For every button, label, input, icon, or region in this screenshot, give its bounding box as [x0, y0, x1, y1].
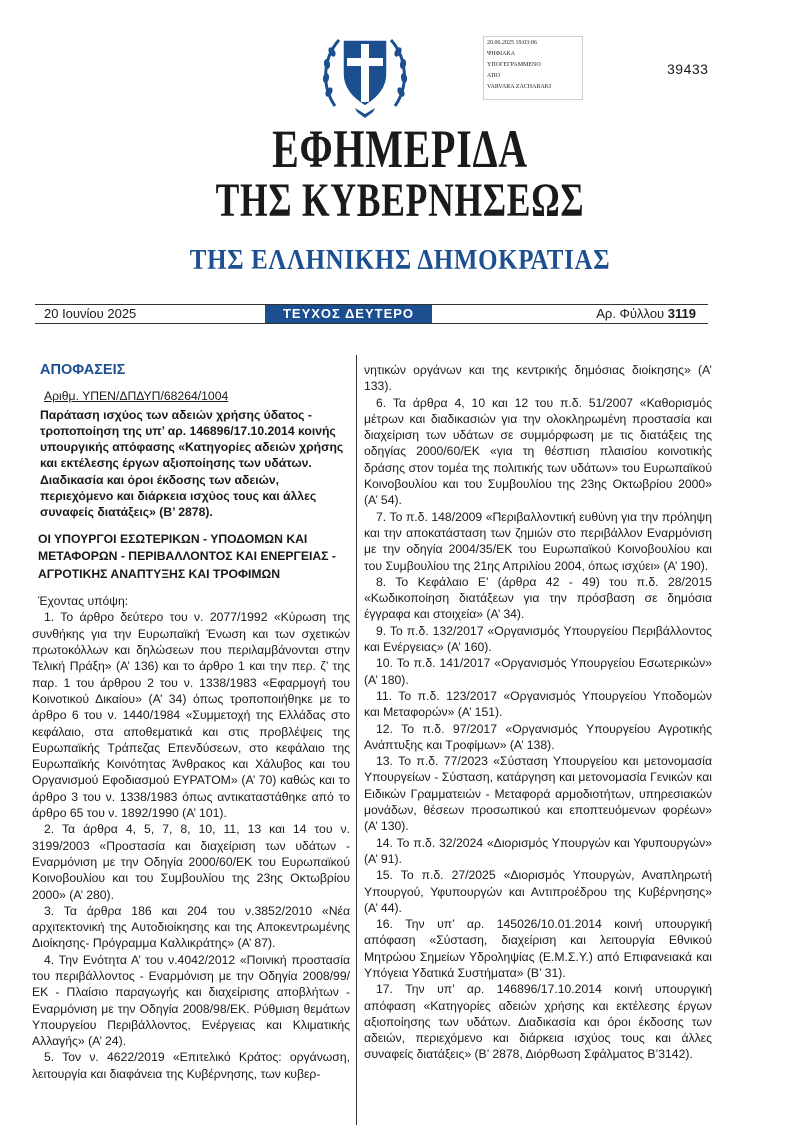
paragraph: 6. Τα άρθρα 4, 10 και 12 του π.δ. 51/2007 «Καθορισμός μέτρων και διαδικασιών για την ολοκληρωμένη προστασία και διαχείριση των υδάτων σε συμμόρφωση με τις διατάξεις της οδηγίας 2000/60/ΕΚ «για τη θέσπιση πλαισίου κοινοτικής δράσης στον τομέα της πολιτικής των υδάτων» του Ευρωπαϊκού Κοινοβουλίου και του Συμβουλίου της 23ης Οκτωβρίου 2000» (Α’ 54). [364, 395, 712, 508]
paragraph: 3. Τα άρθρα 186 και 204 του ν.3852/2010 «Νέα αρχιτεκτονική της Αυτοδιοίκησης και της Αποκεντρωμένης Διοίκησης- Πρόγραμμα Καλλικράτης» (Α’ 87). [32, 903, 350, 951]
ministers-heading: ΟΙ ΥΠΟΥΡΓΟΙ ΕΣΩΤΕΡΙΚΩΝ - ΥΠΟΔΟΜΩΝ ΚΑΙ ΜΕΤΑΦΟΡΩΝ - ΠΕΡΙΒΑΛΛΟΝΤΟΣ ΚΑΙ ΕΝΕΡΓΕΙΑΣ - ΑΓΡΟΤΙΚΗΣ ΑΝΑΠΤΥΞΗΣ ΚΑΙ ΤΡΟΦΙΜΩΝ [38, 531, 336, 581]
issue-date: 20 Ιουνίου 2025 [44, 306, 137, 321]
signature-line: ΥΠΟΓΕΓΡΑΜΜΕΝΟ [487, 62, 541, 68]
gazette-subtitle: ΤΗΣ ΕΛΛΗΝΙΚΗΣ ΔΗΜΟΚΡΑΤΙΑΣ [189, 244, 611, 276]
sheet-number-value: 3119 [667, 306, 696, 321]
signature-line: ΑΠΟ [487, 73, 500, 79]
paragraph: 15. Το π.δ. 27/2025 «Διορισμός Υπουργών, Αναπληρωτή Υπουργού, Υφυπουργών και Αντιπροέδρου της Κυβέρνησης» (Α’ 44). [364, 868, 712, 915]
right-column [364, 362, 712, 1063]
greek-coat-of-arms-icon [317, 22, 413, 120]
paragraph: 2. Τα άρθρα 4, 5, 7, 8, 10, 11, 13 και 14 του ν. 3199/2003 «Προστασία και διαχείριση των υδάτων - Εναρμόνιση με την Οδηγία 2000/60/ΕΚ του Ευρωπαϊκού Κοινοβουλίου και του Συμβουλίου της 23ης Οκτωβρίου 2000» (Α’ 280). [32, 822, 350, 902]
signature-date: 20.06.2025 19:03:06 [487, 40, 537, 46]
paragraph: 9. Το π.δ. 132/2017 «Οργανισμός Υπουργείου Περιβάλλοντος και Ενέργειας» (Α’ 160). [364, 623, 712, 655]
paragraph: 5. Τον ν. 4622/2019 «Επιτελικό Κράτος: οργάνωση, λειτουργία και διαφάνεια της Κυβέρνησης, των κυβερ- [32, 1050, 350, 1081]
decision-title: Παράταση ισχύος των αδειών χρήσης ύδατος - τροποποίηση της υπ’ αρ. 146896/17.10.2014 κοινής υπουργικής απόφασης «Κατηγορίες αδειών χρήσης και εκτέλεσης έργων αξιοποίησης των υδάτων. Διαδικασία και όροι έκδοσης των αδειών, περιεχόμενο και διάρκεια ισχύος τους και άλλες συναφείς διατάξεις» (Β’ 2878). [40, 407, 344, 520]
gazette-title-line2: ΤΗΣ ΚΥΒΕΡΝΗΣΕΩΣ [215, 174, 585, 227]
intro-text: Έχοντας υπόψη: [38, 594, 129, 609]
issue-badge: ΤΕΥΧΟΣ ΔΕΥΤΕΡΟ [265, 305, 432, 323]
paragraph: 16. Την υπ’ αρ. 145026/10.01.2014 κοινή υπουργική απόφαση «Σύσταση, διαχείριση και λειτουργία Εθνικού Μητρώου Σημείων Υδροληψίας (Ε.Μ.Σ.Υ.) από Επιφανειακά και Υπόγεια Υδατικά Συστήματα» (Β’ 31). [364, 917, 712, 980]
paragraph: 12. Το π.δ. 97/2017 «Οργανισμός Υπουργείου Αγροτικής Ανάπτυξης και Τροφίμων» (Α’ 138). [364, 721, 712, 752]
paragraph: 1. Το άρθρο δεύτερο του ν. 2077/1992 «Κύρωση της συνθήκης για την Ευρωπαϊκή Ένωση και των σχετικών πρωτοκόλλων και δηλώσεων που περιλαμβάνονται στην Τελική Πράξη» (Α’ 136) και το άρθρο 1 και την περ. ζ’ της παρ. 1 του άρθρου 2 του ν. 1338/1983 «Εφαρμογή του Κοινοτικού Δικαίου» (Α’ 34) όπως τροποποιήθηκε με το άρθρο 6 του ν. 1440/1984 «Συμμετοχή της Ελλάδας στο κεφάλαιο, στα αποθεματικά και στις προβλέψεις της Ευρωπαϊκής Τράπεζας Επενδύσεων, στο κεφάλαιο της Ευρωπαϊκής Κοινότητας Άνθρακος και Χάλυβος και του Οργανισμού Εφοδιασμού ΕΥΡΑΤΟΜ» (Α’ 70) καθώς και το άρθρο 3 του ν. 1338/1983 όπως αντικαταστάθηκε από το άρθρο 65 του ν. 1892/1990 (Α’ 101). [32, 610, 350, 821]
paragraph: 11. Το π.δ. 123/2017 «Οργανισμός Υπουργείου Υποδομών και Μεταφορών» (Α’ 151). [364, 688, 712, 720]
sheet-number [596, 306, 696, 321]
paragraph: νητικών οργάνων και της κεντρικής δημόσιας διοίκησης» (Α’ 133). [364, 363, 712, 394]
digital-signature-box [483, 36, 583, 100]
paragraph: 13. Το π.δ. 77/2023 «Σύσταση Υπουργείου και μετονομασία Υπουργείων - Σύσταση, κατάργηση και μετονομασία Γενικών και Ειδικών Γραμματειών - Μεταφορά αρμοδιοτήτων, υπηρεσιακών μονάδων, θέσεων προσωπικού και εποπτευόμενων φορέων» (Α’ 130). [364, 754, 712, 834]
paragraph: 17. Την υπ’ αρ. 146896/17.10.2014 κοινή υπουργική απόφαση «Κατηγορίες αδειών χρήσης και εκτέλεσης έργων αξιοποίησης των υδάτων. Διαδικασία και όροι έκδοσης των αδειών, περιεχόμενο και διάρκεια ισχύος τους και άλλες συναφείς διατάξεις» (Β’ 2878, Διόρθωση Σφάλματος Β’3142). [364, 982, 712, 1062]
left-column [32, 362, 350, 1082]
section-heading: ΑΠΟΦΑΣΕΙΣ [40, 362, 126, 378]
column-divider [356, 355, 357, 1125]
paragraph: 8. Το Κεφάλαιο Ε’ (άρθρα 42 - 49) του π.δ. 28/2015 «Κωδικοποίηση διατάξεων για την πρόσβαση σε δημόσια έγγραφα και στοιχεία» (Α’ 34). [364, 574, 712, 622]
signature-line: ΨΗΦΙΑΚΑ [487, 51, 516, 57]
signature-line: VARVARA ZACHARAKI [487, 84, 552, 90]
paragraph: 10. Το π.δ. 141/2017 «Οργανισμός Υπουργείου Εσωτερικών» (Α’ 180). [364, 656, 712, 687]
header-rule-bottom [35, 323, 708, 324]
sheet-label: Αρ. Φύλλου [596, 306, 665, 321]
paragraph: 7. Το π.δ. 148/2009 «Περιβαλλοντική ευθύνη για την πρόληψη και την αποκατάσταση των ζημιών στο περιβάλλον Εναρμόνιση με την οδηγία 2004/35/ΕΚ του Ευρωπαϊκού Κοινοβουλίου και του Συμβουλίου της 21ης Απριλίου 2004, όπως ισχύει» (Α’ 190). [364, 509, 712, 573]
gazette-title: ΕΦΗΜΕΡΙΔΑ [272, 119, 528, 179]
paragraph: 4. Την Ενότητα Α’ του ν.4042/2012 «Ποινική προστασία του περιβάλλοντος - Εναρμόνιση με την Οδηγία 2008/99/ΕΚ - Πλαίσιο παραγωγής και διαχείρισης αποβλήτων - Εναρμόνιση με την Οδηγία 2008/98/ΕΚ. Ρύθμιση θεμάτων Υπουργείου Περιβάλλοντος, Ενέργειας και Κλιματικής Αλλαγής» (Α’ 24). [32, 952, 350, 1049]
paragraph: 14. Το π.δ. 32/2024 «Διορισμός Υπουργών και Υφυπουργών» (Α’ 91). [364, 835, 712, 866]
page-number: 39433 [667, 61, 709, 77]
decision-reference: Αριθμ. ΥΠΕΝ/ΔΠΔΥΠ/68264/1004 [44, 389, 229, 404]
